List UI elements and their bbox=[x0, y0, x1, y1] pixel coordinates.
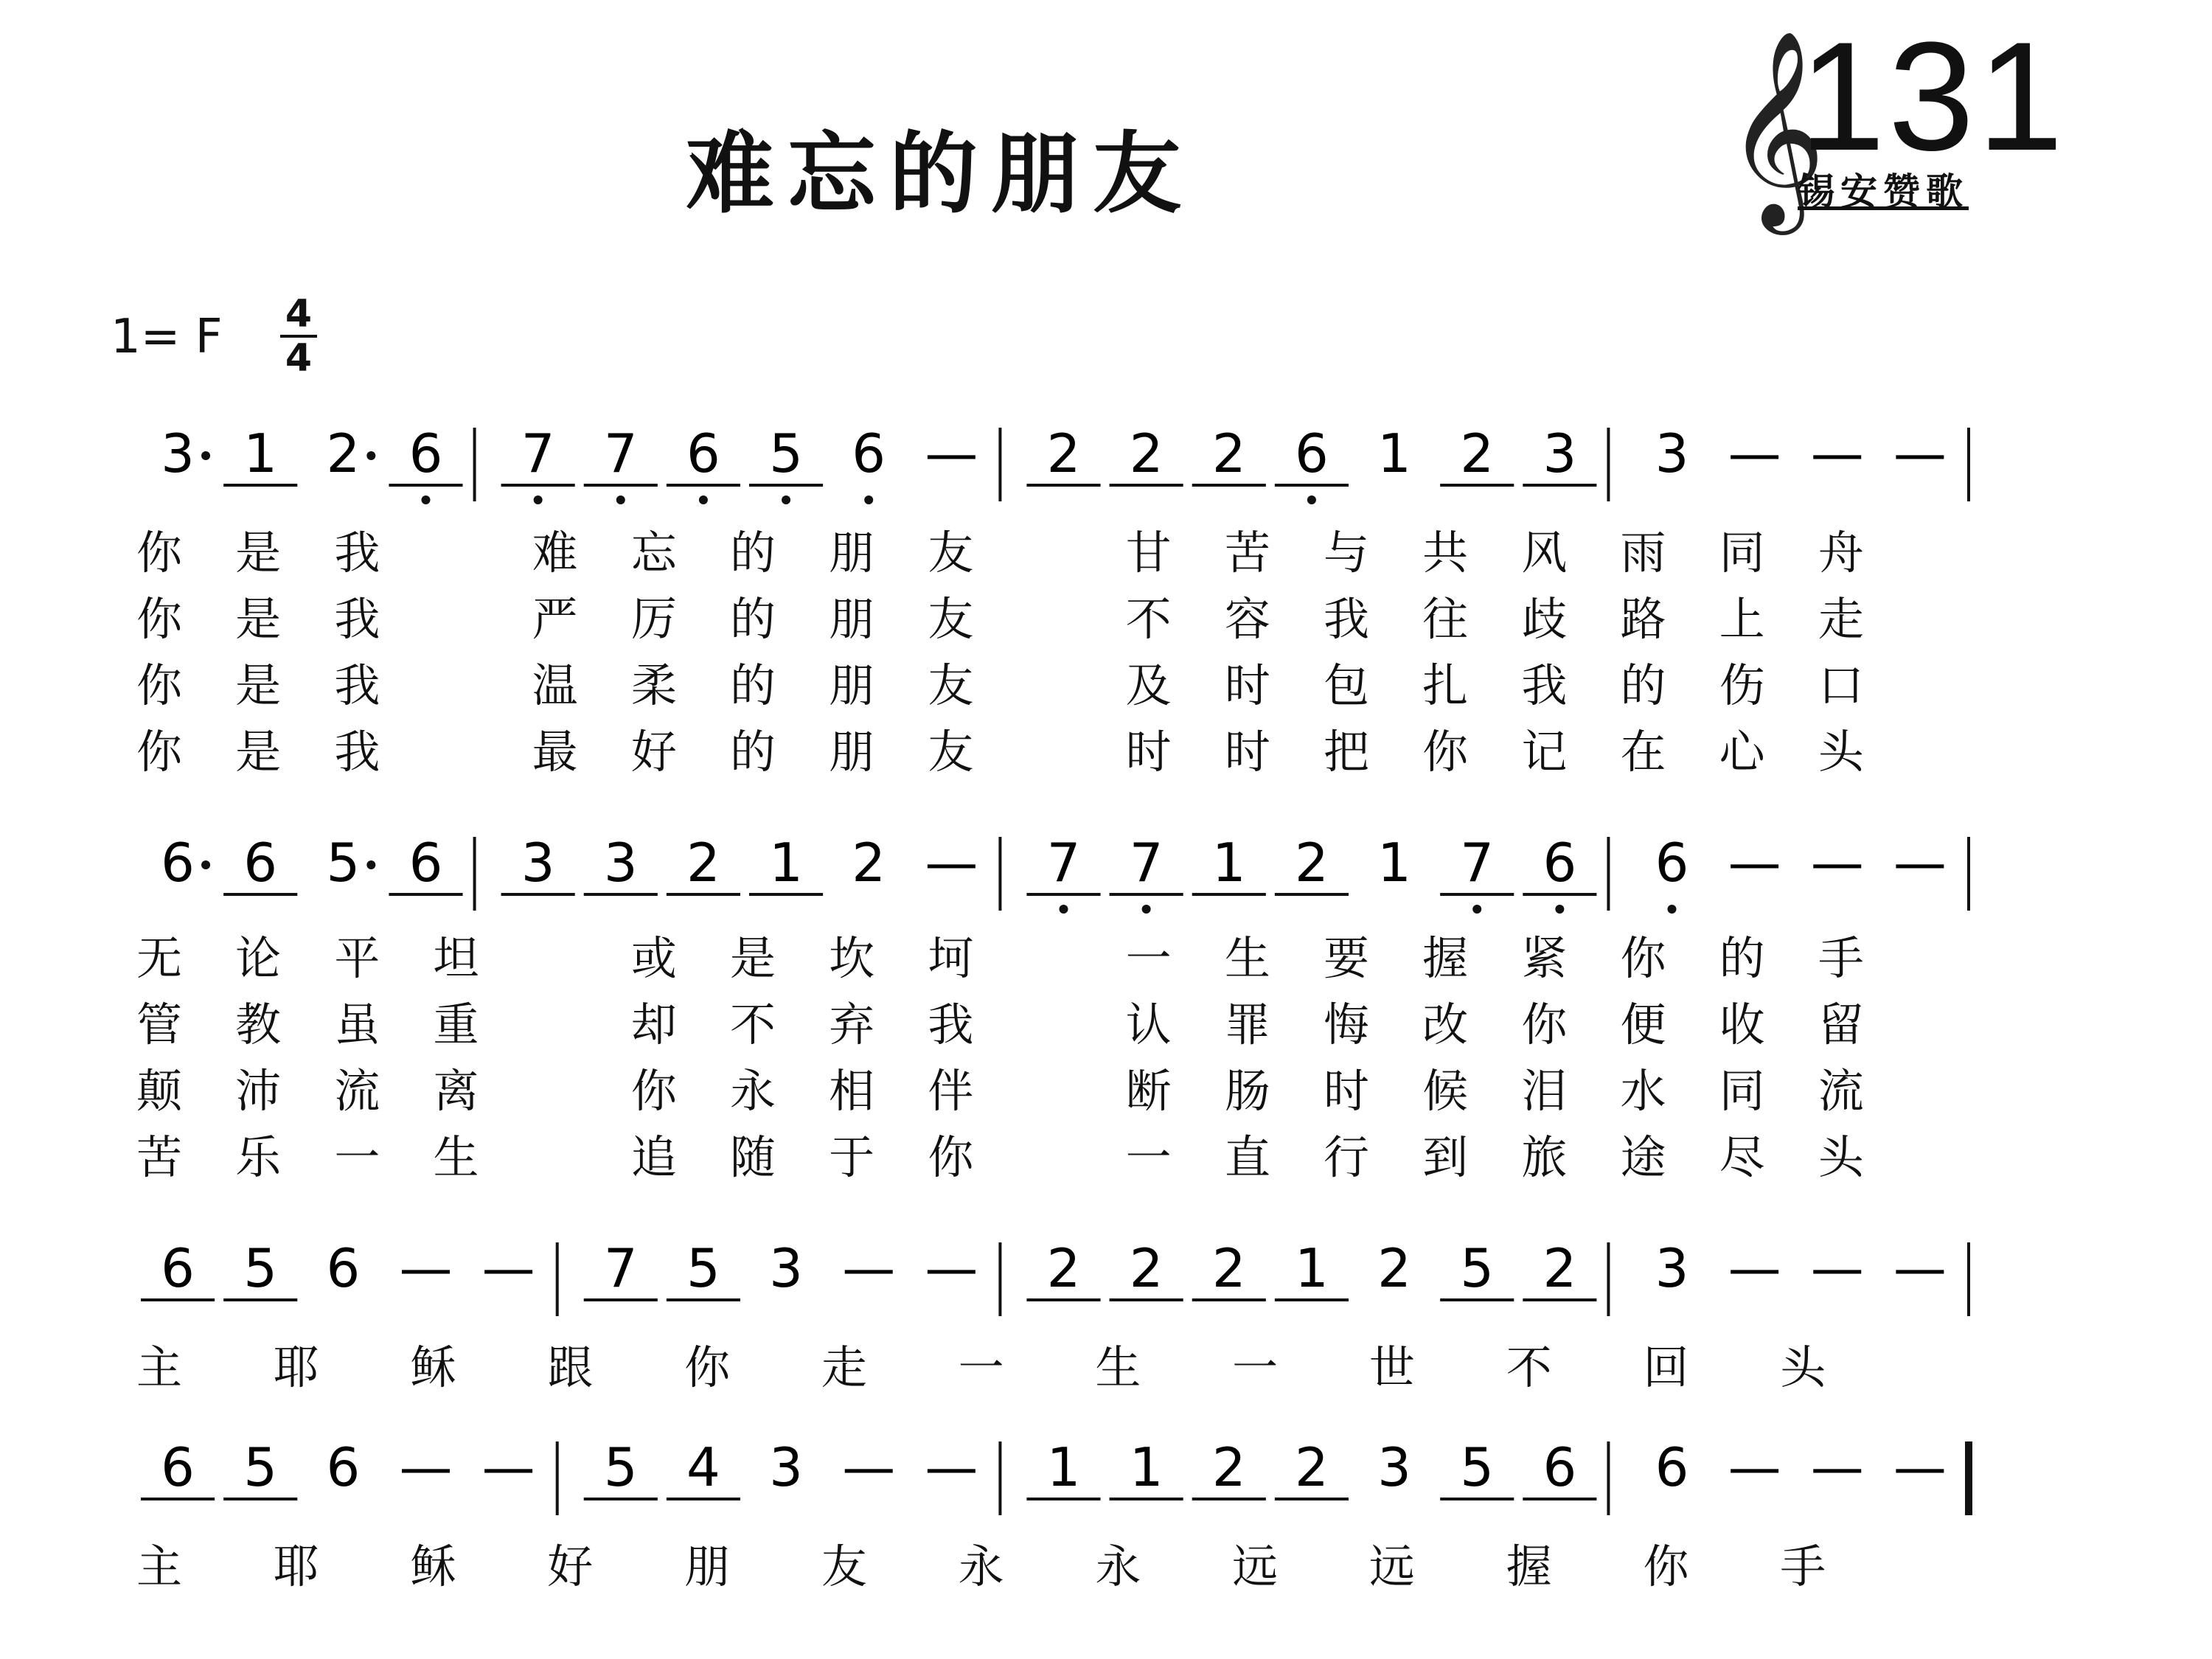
note: 7 bbox=[1129, 832, 1164, 894]
lyric-char: 途 bbox=[1620, 1130, 1666, 1184]
lyric-char: 稣 bbox=[410, 1540, 456, 1593]
lyric-char: 苦 bbox=[1224, 526, 1270, 580]
lyric-char: 友 bbox=[928, 725, 974, 779]
lyric-char: 舟 bbox=[1818, 526, 1864, 580]
lyric-char: 便 bbox=[1620, 998, 1666, 1051]
lyric-char: 忘 bbox=[630, 526, 677, 580]
low-octave-dot bbox=[1307, 495, 1316, 504]
lyric-char: 不 bbox=[1506, 1340, 1552, 1394]
lyric-char: 不 bbox=[1125, 592, 1172, 646]
note: 6 bbox=[161, 832, 195, 894]
lyric-char: 是 bbox=[235, 526, 282, 580]
note: 1 bbox=[1377, 422, 1411, 484]
lyric-char: 尽 bbox=[1719, 1130, 1765, 1184]
lyric-char: 一 bbox=[1125, 931, 1172, 985]
dash-mark: — bbox=[925, 832, 978, 894]
lyric-char: 的 bbox=[1719, 931, 1765, 985]
lyric-char: 水 bbox=[1620, 1064, 1666, 1118]
song-title: 难忘的朋友 bbox=[686, 123, 1194, 226]
dash-mark: — bbox=[1728, 832, 1781, 894]
lyric-char: 是 bbox=[235, 725, 282, 779]
lyric-char: 我 bbox=[1521, 658, 1568, 712]
lyric-char: 的 bbox=[730, 658, 776, 712]
lyric-char: 收 bbox=[1719, 998, 1765, 1051]
lyric-char: 与 bbox=[1324, 526, 1370, 580]
lyric-char: 伴 bbox=[928, 1064, 974, 1118]
dash-mark: — bbox=[1810, 1436, 1864, 1498]
note: 7 bbox=[603, 422, 638, 484]
lyric-char: 及 bbox=[1125, 658, 1172, 712]
lyric-char: 你 bbox=[1643, 1540, 1689, 1593]
lyric-char: 头 bbox=[1818, 725, 1864, 779]
lyric-char: 甘 bbox=[1125, 526, 1172, 580]
dash-mark: — bbox=[925, 422, 978, 484]
lyric-char: 主 bbox=[136, 1540, 183, 1593]
hymnal-name: 锡安赞歌 bbox=[1798, 170, 1969, 213]
note: 6 bbox=[1543, 832, 1577, 894]
dash-mark: — bbox=[1728, 1436, 1781, 1498]
note: 3 bbox=[161, 422, 195, 484]
lyric-char: 握 bbox=[1422, 931, 1469, 985]
lyric-char: 雨 bbox=[1620, 526, 1666, 580]
lyric-char: 握 bbox=[1506, 1540, 1552, 1593]
lyric-char: 留 bbox=[1818, 998, 1864, 1051]
dash-mark: — bbox=[399, 1237, 453, 1299]
note: 7 bbox=[603, 1237, 638, 1299]
lyric-char: 稣 bbox=[410, 1340, 456, 1394]
lyric-char: 最 bbox=[532, 725, 578, 779]
note: 6 bbox=[1543, 1436, 1577, 1498]
lyric-char: 同 bbox=[1719, 526, 1765, 580]
lyric-char: 肠 bbox=[1224, 1064, 1270, 1118]
lyric-char: 你 bbox=[1620, 931, 1666, 985]
lyric-char: 流 bbox=[1818, 1064, 1864, 1118]
dash-mark: — bbox=[399, 1436, 453, 1498]
note: 5 bbox=[243, 1436, 278, 1498]
note: 3 bbox=[1655, 422, 1689, 484]
lyric-char: 柔 bbox=[630, 658, 677, 712]
lyric-char: 朋 bbox=[829, 658, 875, 712]
low-octave-dot bbox=[1668, 905, 1677, 914]
lyric-char: 永 bbox=[1095, 1540, 1141, 1593]
note: 7 bbox=[521, 422, 555, 484]
lyric-char: 你 bbox=[630, 1064, 677, 1118]
note: 6 bbox=[686, 422, 720, 484]
lyric-char: 是 bbox=[235, 592, 282, 646]
lyric-char: 生 bbox=[433, 1130, 479, 1184]
lyric-char: 一 bbox=[1125, 1130, 1172, 1184]
lyric-char: 随 bbox=[730, 1130, 776, 1184]
lyric-char: 坦 bbox=[433, 931, 479, 985]
lyric-char: 耶 bbox=[273, 1540, 319, 1593]
low-octave-dot bbox=[1142, 905, 1151, 914]
note: 6 bbox=[161, 1436, 195, 1498]
note: 7 bbox=[1460, 832, 1495, 894]
lyric-char: 朋 bbox=[829, 526, 875, 580]
dash-mark: — bbox=[1893, 1237, 1947, 1299]
lyric-char: 追 bbox=[630, 1130, 677, 1184]
lyric-char: 远 bbox=[1368, 1540, 1415, 1593]
lyric-char: 时 bbox=[1224, 725, 1270, 779]
lyric-char: 我 bbox=[334, 592, 380, 646]
lyric-char: 一 bbox=[1232, 1340, 1279, 1394]
lyric-char: 记 bbox=[1521, 725, 1568, 779]
lyric-char: 我 bbox=[334, 526, 380, 580]
low-octave-dot bbox=[864, 495, 873, 504]
note: 1 bbox=[1377, 832, 1411, 894]
note: 6 bbox=[326, 1436, 361, 1498]
lyric-char: 弃 bbox=[829, 998, 875, 1051]
note: 2 bbox=[1377, 1237, 1411, 1299]
lyric-char: 的 bbox=[1620, 658, 1666, 712]
note: 2 bbox=[1543, 1237, 1577, 1299]
lyric-char: 永 bbox=[730, 1064, 776, 1118]
lyric-char: 候 bbox=[1422, 1064, 1469, 1118]
dash-mark: — bbox=[481, 1436, 535, 1498]
lyric-char: 友 bbox=[821, 1540, 867, 1593]
note: 1 bbox=[769, 832, 803, 894]
treble-clef-icon: 𝄞 bbox=[1725, 29, 1826, 226]
lyric-char: 远 bbox=[1232, 1540, 1279, 1593]
lyric-char: 在 bbox=[1620, 725, 1666, 779]
note: 2 bbox=[1211, 1436, 1246, 1498]
lyric-char: 朋 bbox=[829, 725, 875, 779]
lyric-char: 你 bbox=[928, 1130, 974, 1184]
lyric-char: 悔 bbox=[1324, 998, 1370, 1051]
dash-mark: — bbox=[1728, 1237, 1781, 1299]
note: 6 bbox=[1655, 1436, 1689, 1498]
lyric-char: 虽 bbox=[334, 998, 380, 1051]
note: 2 bbox=[1046, 1237, 1081, 1299]
note: 2 bbox=[1295, 1436, 1329, 1498]
lyric-char: 的 bbox=[730, 526, 776, 580]
lyric-char: 一 bbox=[334, 1130, 380, 1184]
lyric-char: 好 bbox=[547, 1540, 594, 1593]
lyric-char: 朋 bbox=[829, 592, 875, 646]
note: 5 bbox=[1460, 1436, 1495, 1498]
dash-mark: — bbox=[1810, 832, 1864, 894]
lyric-char: 包 bbox=[1324, 658, 1370, 712]
lyric-char: 走 bbox=[1818, 592, 1864, 646]
note: 2 bbox=[1295, 832, 1329, 894]
lyric-char: 时 bbox=[1324, 1064, 1370, 1118]
lyric-char: 直 bbox=[1224, 1130, 1270, 1184]
lyric-char: 上 bbox=[1719, 592, 1765, 646]
note: 5 bbox=[1460, 1237, 1495, 1299]
lyric-char: 伤 bbox=[1719, 658, 1765, 712]
low-octave-dot bbox=[782, 495, 790, 504]
dash-mark: — bbox=[1893, 832, 1947, 894]
key-signature: 1= F bbox=[111, 310, 223, 364]
note: 3 bbox=[1543, 422, 1577, 484]
dash-mark: — bbox=[1893, 1436, 1947, 1498]
augmentation-dot bbox=[201, 860, 210, 869]
lyric-char: 扎 bbox=[1422, 658, 1469, 712]
lyric-char: 我 bbox=[928, 998, 974, 1051]
lyric-char: 不 bbox=[730, 998, 776, 1051]
note: 1 bbox=[1211, 832, 1246, 894]
dash-mark: — bbox=[925, 1237, 978, 1299]
lyric-char: 旅 bbox=[1521, 1130, 1568, 1184]
low-octave-dot bbox=[422, 495, 431, 504]
lyric-char: 生 bbox=[1095, 1340, 1141, 1394]
note: 3 bbox=[769, 1436, 803, 1498]
lyric-char: 同 bbox=[1719, 1064, 1765, 1118]
lyric-char: 容 bbox=[1224, 592, 1270, 646]
lyric-char: 朋 bbox=[684, 1540, 731, 1593]
lyric-char: 要 bbox=[1324, 931, 1370, 985]
time-signature-top: 4 bbox=[285, 292, 313, 336]
note: 3 bbox=[1377, 1436, 1411, 1498]
note: 2 bbox=[1211, 1237, 1246, 1299]
lyric-char: 把 bbox=[1324, 725, 1370, 779]
lyric-char: 时 bbox=[1125, 725, 1172, 779]
note: 7 bbox=[1046, 832, 1081, 894]
note: 6 bbox=[243, 832, 278, 894]
note: 3 bbox=[521, 832, 555, 894]
lyric-char: 你 bbox=[136, 592, 183, 646]
lyric-char: 认 bbox=[1125, 998, 1172, 1051]
lyric-char: 是 bbox=[235, 658, 282, 712]
lyric-char: 泪 bbox=[1521, 1064, 1568, 1118]
lyric-char: 难 bbox=[532, 526, 578, 580]
note: 3 bbox=[769, 1237, 803, 1299]
note: 3 bbox=[603, 832, 638, 894]
lyric-char: 心 bbox=[1719, 725, 1765, 779]
lyric-char: 歧 bbox=[1521, 592, 1568, 646]
note: 5 bbox=[603, 1436, 638, 1498]
lyric-char: 我 bbox=[1324, 592, 1370, 646]
lyric-char: 的 bbox=[730, 725, 776, 779]
note: 2 bbox=[326, 422, 361, 484]
lyric-char: 论 bbox=[235, 931, 282, 985]
note: 6 bbox=[326, 1237, 361, 1299]
lyric-char: 重 bbox=[433, 998, 479, 1051]
lyric-char: 我 bbox=[334, 658, 380, 712]
note: 2 bbox=[686, 832, 720, 894]
lyric-char: 口 bbox=[1818, 658, 1864, 712]
lyric-char: 是 bbox=[730, 931, 776, 985]
lyric-char: 你 bbox=[136, 526, 183, 580]
dash-mark: — bbox=[1810, 1237, 1864, 1299]
dash-mark: — bbox=[481, 1237, 535, 1299]
lyric-char: 坎 bbox=[829, 931, 875, 985]
lyric-char: 世 bbox=[1368, 1340, 1415, 1394]
low-octave-dot bbox=[616, 495, 625, 504]
lyric-char: 教 bbox=[235, 998, 282, 1051]
lyric-char: 流 bbox=[334, 1064, 380, 1118]
lyric-char: 耶 bbox=[273, 1340, 319, 1394]
lyric-char: 或 bbox=[630, 931, 677, 985]
low-octave-dot bbox=[1555, 905, 1564, 914]
note: 6 bbox=[408, 832, 443, 894]
lyric-char: 罪 bbox=[1224, 998, 1270, 1051]
lyric-char: 严 bbox=[532, 592, 578, 646]
lyric-char: 主 bbox=[136, 1340, 183, 1394]
note: 1 bbox=[1295, 1237, 1329, 1299]
lyric-char: 我 bbox=[334, 725, 380, 779]
note: 2 bbox=[1046, 422, 1081, 484]
note: 6 bbox=[408, 422, 443, 484]
lyric-char: 路 bbox=[1620, 592, 1666, 646]
lyric-char: 到 bbox=[1422, 1130, 1469, 1184]
lyric-char: 你 bbox=[1422, 725, 1469, 779]
lyric-char: 管 bbox=[136, 998, 183, 1051]
lyric-char: 平 bbox=[334, 931, 380, 985]
note: 5 bbox=[326, 832, 361, 894]
lyric-char: 一 bbox=[958, 1340, 1004, 1394]
lyric-char: 苦 bbox=[136, 1130, 183, 1184]
time-signature-bottom: 4 bbox=[285, 336, 313, 380]
note: 6 bbox=[1655, 832, 1689, 894]
lyric-char: 友 bbox=[928, 526, 974, 580]
augmentation-dot bbox=[201, 451, 210, 460]
lyric-char: 无 bbox=[136, 931, 183, 985]
low-octave-dot bbox=[699, 495, 708, 504]
note: 1 bbox=[243, 422, 278, 484]
note: 2 bbox=[852, 832, 886, 894]
dash-mark: — bbox=[842, 1436, 896, 1498]
lyric-char: 改 bbox=[1422, 998, 1469, 1051]
dash-mark: — bbox=[1728, 422, 1781, 484]
lyric-char: 沛 bbox=[235, 1064, 282, 1118]
lyric-char: 颠 bbox=[136, 1064, 183, 1118]
lyric-char: 却 bbox=[630, 998, 677, 1051]
lyric-char: 生 bbox=[1224, 931, 1270, 985]
lyric-char: 你 bbox=[136, 725, 183, 779]
lyric-char: 跟 bbox=[547, 1340, 594, 1394]
lyric-char: 温 bbox=[532, 658, 578, 712]
lyric-char: 共 bbox=[1422, 526, 1469, 580]
lyric-char: 友 bbox=[928, 592, 974, 646]
lyric-char: 断 bbox=[1125, 1064, 1172, 1118]
note: 6 bbox=[161, 1237, 195, 1299]
lyric-char: 离 bbox=[433, 1064, 479, 1118]
note: 6 bbox=[852, 422, 886, 484]
low-octave-dot bbox=[1472, 905, 1481, 914]
low-octave-dot bbox=[1060, 905, 1068, 914]
note: 5 bbox=[686, 1237, 720, 1299]
dash-mark: — bbox=[1893, 422, 1947, 484]
lyric-char: 你 bbox=[136, 658, 183, 712]
lyric-char: 你 bbox=[684, 1340, 731, 1394]
lyric-char: 风 bbox=[1521, 526, 1568, 580]
note: 2 bbox=[1211, 422, 1246, 484]
lyric-char: 手 bbox=[1818, 931, 1864, 985]
note: 2 bbox=[1129, 422, 1164, 484]
note: 5 bbox=[769, 422, 803, 484]
lyric-char: 往 bbox=[1422, 592, 1469, 646]
lyric-char: 于 bbox=[829, 1130, 875, 1184]
dash-mark: — bbox=[1810, 422, 1864, 484]
lyric-char: 的 bbox=[730, 592, 776, 646]
lyric-char: 坷 bbox=[928, 931, 974, 985]
lyric-char: 厉 bbox=[630, 592, 677, 646]
lyric-char: 好 bbox=[630, 725, 677, 779]
lyric-char: 你 bbox=[1521, 998, 1568, 1051]
lyric-char: 永 bbox=[958, 1540, 1004, 1593]
lyric-char: 乐 bbox=[235, 1130, 282, 1184]
lyric-char: 走 bbox=[821, 1340, 867, 1394]
dash-mark: — bbox=[842, 1237, 896, 1299]
lyric-char: 相 bbox=[829, 1064, 875, 1118]
lyric-char: 头 bbox=[1818, 1130, 1864, 1184]
lyric-char: 时 bbox=[1224, 658, 1270, 712]
lyric-char: 手 bbox=[1780, 1540, 1826, 1593]
low-octave-dot bbox=[534, 495, 543, 504]
lyric-char: 行 bbox=[1324, 1130, 1370, 1184]
lyric-char: 友 bbox=[928, 658, 974, 712]
lyric-char: 回 bbox=[1643, 1340, 1689, 1394]
lyric-char: 头 bbox=[1780, 1340, 1826, 1394]
note: 1 bbox=[1046, 1436, 1081, 1498]
note: 3 bbox=[1655, 1237, 1689, 1299]
hymn-number: 131 bbox=[1799, 10, 2067, 183]
note: 1 bbox=[1129, 1436, 1164, 1498]
augmentation-dot bbox=[366, 860, 375, 869]
note: 2 bbox=[1129, 1237, 1164, 1299]
augmentation-dot bbox=[366, 451, 375, 460]
lyric-char: 紧 bbox=[1521, 931, 1568, 985]
note: 4 bbox=[686, 1436, 720, 1498]
dash-mark: — bbox=[925, 1436, 978, 1498]
note: 5 bbox=[243, 1237, 278, 1299]
note: 2 bbox=[1460, 422, 1495, 484]
note: 6 bbox=[1295, 422, 1329, 484]
